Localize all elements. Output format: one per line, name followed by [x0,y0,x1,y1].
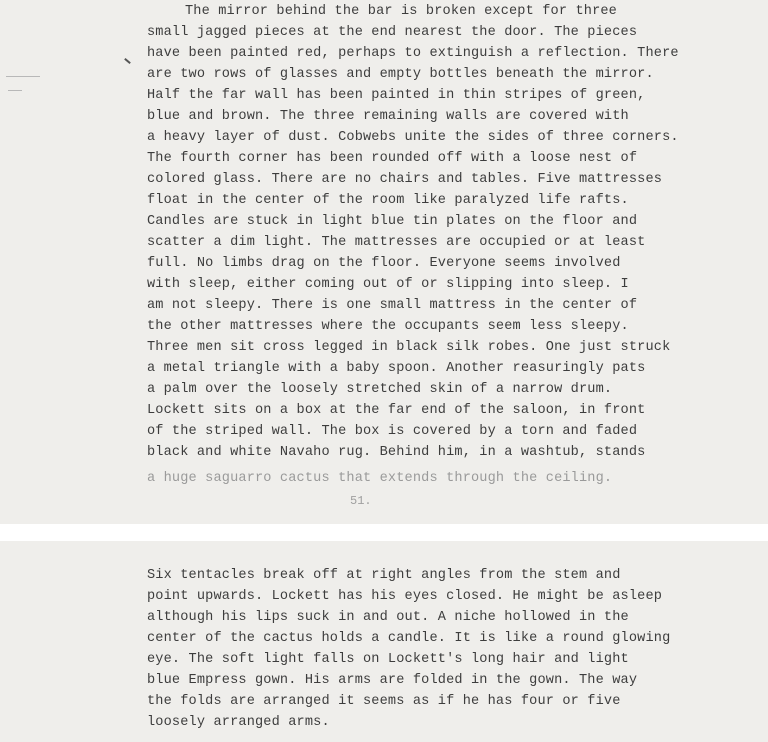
text-line: Half the far wall has been painted in thin stripes of green, [147,88,646,103]
text-line: with sleep, either coming out of or slipping into sleep. I [147,277,629,292]
text-line: full. No limbs drag on the floor. Everyone seems involved [147,256,621,271]
text-line: the folds are arranged it seems as if he has four or five [147,694,621,709]
text-line: are two rows of glasses and empty bottles beneath the mirror. [147,67,654,82]
text-line: The mirror behind the bar is broken except for three [185,4,617,19]
text-line: Six tentacles break off at right angles from the stem and [147,568,621,583]
text-line: The fourth corner has been rounded off with a loose nest of [147,151,638,166]
text-line: float in the center of the room like paralyzed life rafts. [147,193,629,208]
text-line: scatter a dim light. The mattresses are occupied or at least [147,235,646,250]
text-line: small jagged pieces at the end nearest the door. The pieces [147,25,638,40]
text-line: of the striped wall. The box is covered by a torn and faded [147,424,638,439]
text-line: have been painted red, perhaps to extinguish a reflection. There [147,46,679,61]
text-line: blue and brown. The three remaining walls are covered with [147,109,629,124]
text-line: blue Empress gown. His arms are folded in the gown. The way [147,673,638,688]
text-line: a metal triangle with a baby spoon. Another reasuringly pats [147,361,646,376]
text-line: loosely arranged arms. [147,715,330,730]
margin-pencil-mark [6,76,40,77]
text-line: Lockett sits on a box at the far end of the saloon, in front [147,403,646,418]
text-line: colored glass. There are no chairs and tables. Five mattresses [147,172,663,187]
text-line: a huge saguarro cactus that extends through the ceiling. [147,471,613,486]
text-line: the other mattresses where the occupants seem less sleepy. [147,319,629,334]
text-line: black and white Navaho rug. Behind him, in a washtub, stands [147,445,646,460]
page-number: 51. [350,494,372,508]
text-line: point upwards. Lockett has his eyes closed. He might be asleep [147,589,663,604]
text-line: a heavy layer of dust. Cobwebs unite the sides of three corners. [147,130,679,145]
text-line: although his lips suck in and out. A niche hollowed in the [147,610,629,625]
text-line: Three men sit cross legged in black silk robes. One just struck [147,340,671,355]
margin-pencil-mark [8,90,22,91]
text-line: eye. The soft light falls on Lockett's long hair and light [147,652,629,667]
typescript-page-bottom [0,541,768,742]
text-line: center of the cactus holds a candle. It is like a round glowing [147,631,671,646]
text-line: am not sleepy. There is one small mattress in the center of [147,298,638,313]
text-line: Candles are stuck in light blue tin plates on the floor and [147,214,638,229]
text-line: a palm over the loosely stretched skin of a narrow drum. [147,382,613,397]
pen-tick-mark [124,58,131,64]
